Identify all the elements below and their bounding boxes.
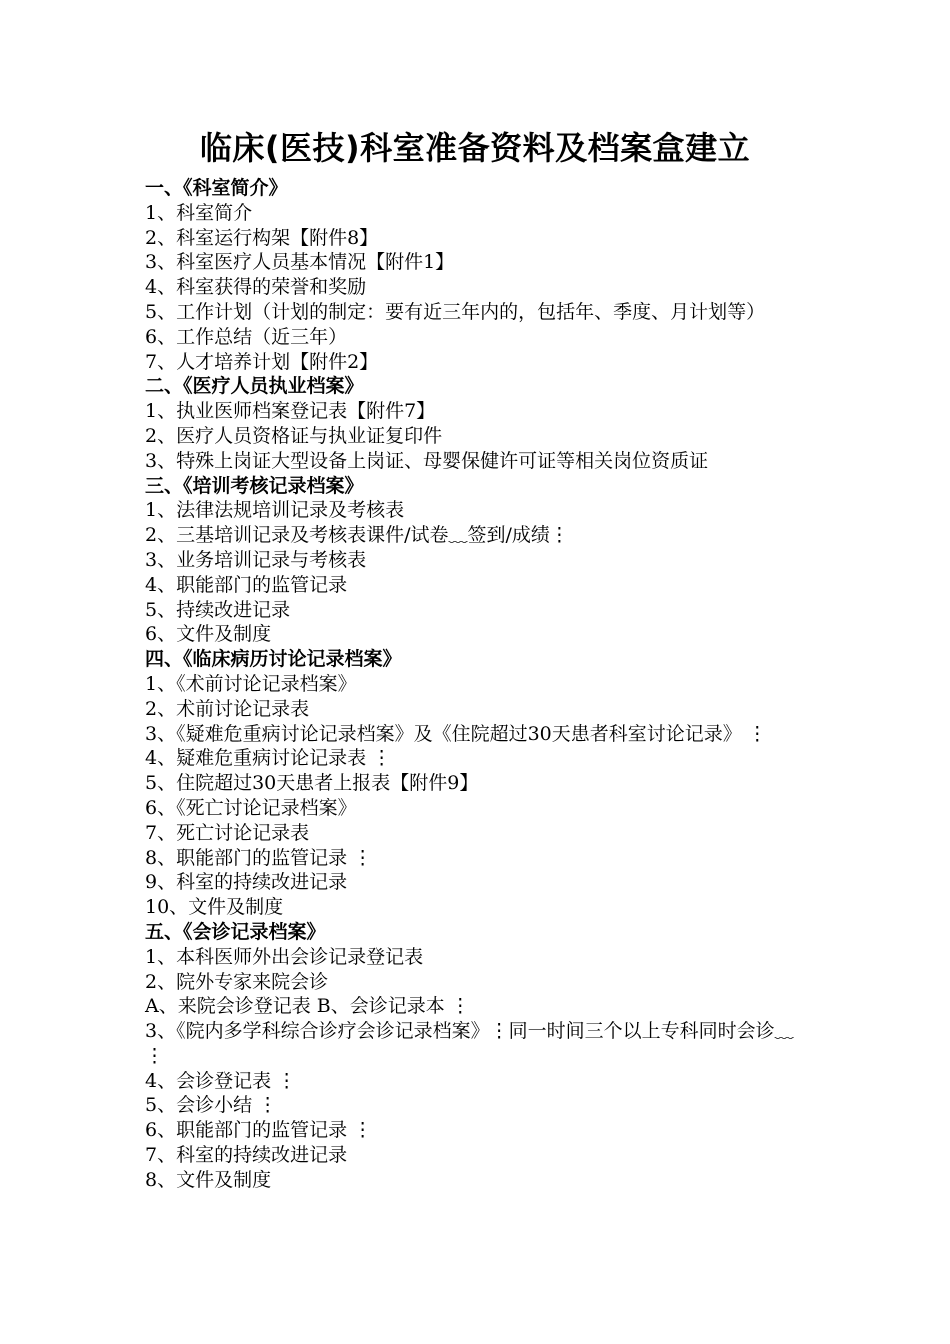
list-item: 10、文件及制度 bbox=[145, 896, 284, 919]
document-body bbox=[145, 176, 810, 1193]
list-item: 5、住院超过30天患者上报表【附件9】 bbox=[145, 772, 479, 795]
list-item: 3、特殊上岗证大型设备上岗证、母婴保健许可证等相关岗位资质证 bbox=[145, 449, 709, 472]
list-item: 5、持续改进记录 bbox=[145, 598, 291, 621]
list-item: 6、职能部门的监管记录 ⋮ bbox=[145, 1119, 373, 1142]
list-item: 4、职能部门的监管记录 bbox=[145, 573, 348, 596]
list-item: 3、业务培训记录与考核表 bbox=[145, 548, 367, 571]
list-item: 4、科室获得的荣誉和奖励 bbox=[145, 276, 367, 299]
list-item: 2、三基培训记录及考核表课件/试卷﹏签到/成绩⋮ bbox=[145, 524, 569, 547]
list-item: 7、人才培养计划【附件2】 bbox=[145, 350, 379, 373]
list-item: 1、《术前讨论记录档案》 bbox=[145, 672, 357, 695]
list-item: 1、本科医师外出会诊记录登记表 bbox=[145, 945, 424, 968]
list-item: 6、工作总结（近三年） bbox=[145, 325, 348, 348]
section-heading: 五、《会诊记录档案》 bbox=[145, 920, 326, 943]
list-item: 8、文件及制度 bbox=[145, 1168, 272, 1191]
section-heading: 三、《培训考核记录档案》 bbox=[145, 474, 364, 497]
list-item: 4、会诊登记表 ⋮ bbox=[145, 1069, 297, 1092]
list-item: 1、法律法规培训记录及考核表 bbox=[145, 499, 405, 522]
section-heading: 四、《临床病历讨论记录档案》 bbox=[145, 648, 402, 671]
list-item: A、来院会诊登记表 B、会诊记录本 ⋮ bbox=[145, 995, 470, 1018]
list-item: 4、疑难危重病讨论记录表 ⋮ bbox=[145, 747, 392, 770]
list-item: 2、院外专家来院会诊 bbox=[145, 970, 329, 993]
list-item: 2、科室运行构架【附件8】 bbox=[145, 226, 379, 249]
list-item: 6、文件及制度 bbox=[145, 623, 272, 646]
list-item: 7、死亡讨论记录表 bbox=[145, 821, 310, 844]
list-item: 5、会诊小结 ⋮ bbox=[145, 1094, 278, 1117]
section-heading: 一、《科室简介》 bbox=[145, 177, 288, 199]
list-item: 2、术前讨论记录表 bbox=[145, 697, 310, 720]
list-item: 1、执业医师档案登记表【附件7】 bbox=[145, 400, 436, 423]
list-item: 5、工作计划（计划的制定：要有近三年内的，包括年、季度、月计划等） bbox=[145, 300, 766, 323]
list-item: 1、科室简介 bbox=[145, 201, 253, 224]
list-item: 7、科室的持续改进记录 bbox=[145, 1144, 348, 1167]
list-item: 3、科室医疗人员基本情况【附件1】 bbox=[145, 251, 455, 274]
list-item: 9、科室的持续改进记录 bbox=[145, 871, 348, 894]
list-item: 6、《死亡讨论记录档案》 bbox=[145, 796, 357, 819]
list-item: 8、职能部门的监管记录 ⋮ bbox=[145, 846, 373, 869]
list-item: 3、《疑难危重病讨论记录档案》及《住院超过30天患者科室讨论记录》 ⋮ bbox=[145, 722, 767, 745]
list-item: 2、医疗人员资格证与执业证复印件 bbox=[145, 424, 443, 447]
list-item: 3、《院内多学科综合诊疗会诊记录档案》⋮同一时间三个以上专科同时会诊﹏⋮ bbox=[145, 1020, 794, 1067]
document-title: 临床(医技)科室准备资料及档案盒建立 bbox=[199, 129, 751, 167]
section-heading: 二、《医疗人员执业档案》 bbox=[145, 375, 364, 398]
